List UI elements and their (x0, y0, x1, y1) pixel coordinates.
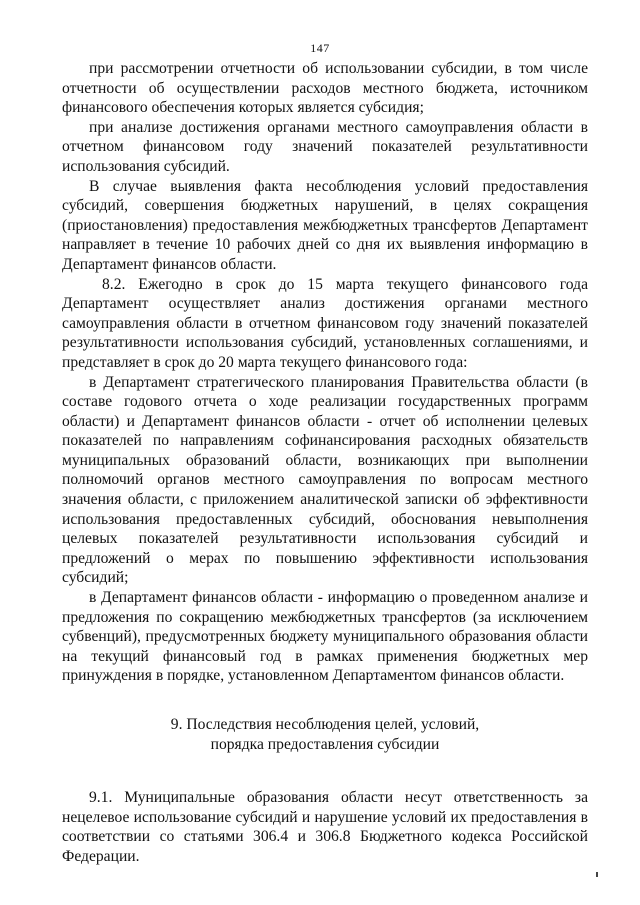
paragraph-8-2: 8.2. Ежегодно в срок до 15 марта текущего финансового года Департамент осуществляет анализ достижения органами местного самоуправления области в отчетном финансовом году значений показателей результативности использования субсидий, установленных соглашениями, и представляет в срок до 20 марта текущего финансового года: (62, 275, 588, 371)
paragraph-strategic-planning: в Департамент стратегического планирования Правительства области (в составе годового отчета о ходе реализации государственных программ области) и Департамент финансов области - отчет об исполнении целевых показателей по направлениям софинансирования расходных обязательств муниципальных образований области, возникающих при выполнении полномочий органов местного самоуправления по вопросам местного значения области, с приложением аналитической записки об эффективности использования предоставленных субсидий, обоснования невыполнения целевых показателей результативности использования субсидий и предложений о мерах по повышению эффективности использования субсидий; (62, 373, 588, 587)
paragraph-violations: В случае выявления факта несоблюдения условий предоставления субсидий, совершения бюджетных нарушений, в целях сокращения (приостановления) предоставления межбюджетных трансфертов Департамент направляет в течение 10 рабочих дней со дня их выявления информацию в Департамент финансов области. (62, 177, 588, 273)
paragraph-9-1: 9.1. Муниципальные образования области несут ответственность за нецелевое использование субсидий и нарушение условий их предоставления в соответствии со статьями 306.4 и 306.8 Бюджетного кодекса Российской Федерации. (62, 789, 588, 865)
page-number: 147 (310, 41, 330, 55)
section-heading-line-2: порядка предоставления субсидии (210, 735, 440, 753)
section-heading-line-1: 9. Последствия несоблюдения целей, условий, (170, 716, 480, 733)
paragraph-finance-department: в Департамент финансов области - информацию о проведенном анализе и предложения по сокращению межбюджетных трансфертов (за исключением субвенций), предусмотренных бюджету муниципального образования области на текущий финансовый год в рамках применения бюджетных мер принуждения в порядке, установленном Департаментом финансов области. (62, 589, 588, 685)
section-heading (62, 715, 588, 754)
paragraph-analysis: при анализе достижения органами местного самоуправления области в отчетном финансовом году значений показателей результативности использования субсидий. (62, 118, 588, 175)
scan-mark (596, 872, 598, 877)
document-body (62, 59, 588, 867)
paragraph-reporting-review: при рассмотрении отчетности об использовании субсидии, в том числе отчетности об осуществлении расходов местного бюджета, источником финансового обеспечения которых является субсидия; (62, 60, 588, 117)
